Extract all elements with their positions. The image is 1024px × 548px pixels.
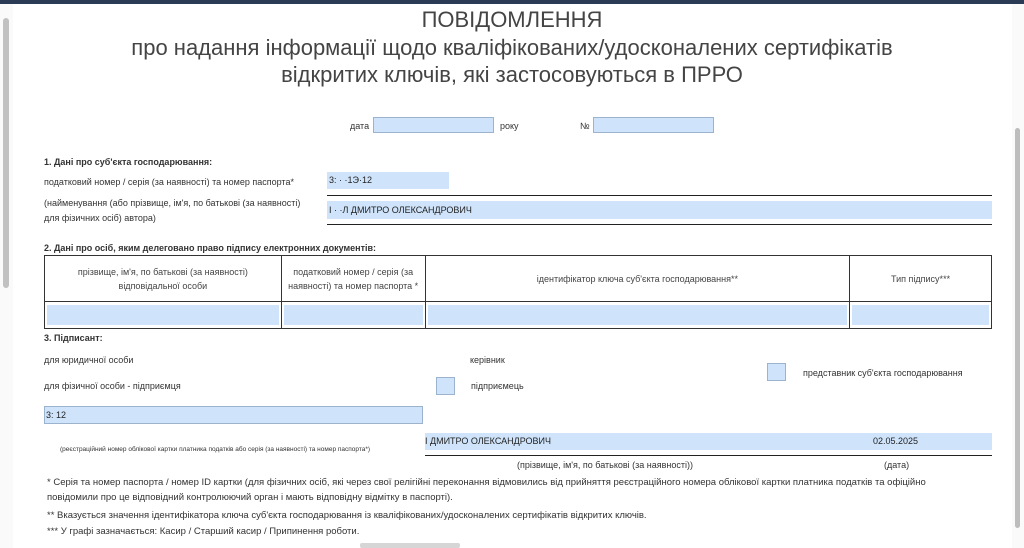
footnote-1: * Серія та номер паспорта / номер ID картки (для фізичних осіб, які через свої релігійні переконання відмовились від прийняття реєстраційного номера облікової картки платника податків та офіційно повідомили про це відповідний контролюючий орган і мають відповідну відмітку в паспорті). xyxy=(47,477,926,503)
individual-entrepreneur-label: для фізичної особи - підприємця xyxy=(44,381,181,391)
entrepreneur-label: підприємець xyxy=(471,381,524,391)
delegate-signature-type-field[interactable] xyxy=(852,305,989,325)
entity-name-field[interactable] xyxy=(327,201,992,219)
delegate-name-field[interactable] xyxy=(47,305,279,325)
date-label: дата xyxy=(350,121,370,131)
delegate-tax-field[interactable] xyxy=(284,305,423,325)
date-field[interactable] xyxy=(373,117,494,133)
signer-tax-caption: (реєстраційний номер облікової картки платника податків або серія (за наявності) та номер паспорта*) xyxy=(60,446,371,453)
underline xyxy=(327,224,992,225)
col-header-tax: податковий номер / серія (за наявності) та номер паспорта * xyxy=(281,256,425,302)
entrepreneur-checkbox[interactable] xyxy=(436,377,455,395)
signer-name-value: I ДМИТРО ОЛЕКСАНДРОВИЧ xyxy=(425,436,551,446)
section1-heading: 1. Дані про суб'єкта господарювання: xyxy=(44,157,213,167)
number-field[interactable] xyxy=(593,117,714,133)
director-label: керівник xyxy=(470,355,505,365)
footnote-2: ** Вказується значення ідентифікатора ключа суб'єкта господарювання із кваліфікованих/удосконалених сертифікатів відкритих ключів. xyxy=(47,510,647,521)
legal-entity-label: для юридичної особи xyxy=(44,355,134,365)
delegates-table xyxy=(44,255,992,329)
table-cell xyxy=(281,302,425,329)
table-row xyxy=(45,302,992,329)
number-label: № xyxy=(580,121,590,131)
tax-number-value: 3: · ·1Э·12 xyxy=(329,175,372,185)
horizontal-scrollbar-thumb[interactable] xyxy=(360,543,460,548)
table-cell xyxy=(850,302,992,329)
underline xyxy=(327,195,992,196)
doc-subtitle-line2: відкритих ключів, які застосовуються в ПРРО xyxy=(281,62,743,87)
representative-checkbox[interactable] xyxy=(767,363,786,381)
table-cell xyxy=(45,302,282,329)
year-label: року xyxy=(500,121,519,131)
signer-tax-field[interactable] xyxy=(44,406,423,424)
entity-name-value: I · ·Л ДМИТРО ОЛЕКСАНДРОВИЧ xyxy=(329,205,472,215)
signer-date-value: 02.05.2025 xyxy=(873,436,919,446)
doc-title: ПОВІДОМЛЕННЯ xyxy=(421,7,603,32)
col-header-name: прізвище, ім'я, по батькові (за наявності) відповідальної особи xyxy=(45,256,282,302)
underline xyxy=(425,455,992,456)
window-top-bar xyxy=(0,0,1024,4)
table-cell xyxy=(425,302,850,329)
entity-name-label-line1: (найменування (або прізвище, ім'я, по батькові (за наявності) xyxy=(44,198,301,208)
section3-heading: 3. Підписант: xyxy=(44,333,103,343)
signer-name-field[interactable] xyxy=(425,433,992,450)
tax-number-field[interactable] xyxy=(327,172,449,189)
signer-date-caption: (дата) xyxy=(884,460,910,470)
doc-subtitle-line1: про надання інформації щодо кваліфікованих/удосконалених сертифікатів xyxy=(131,35,893,60)
col-header-key-id: ідентифікатор ключа суб'єкта господарювання** xyxy=(425,256,850,302)
entity-name-label-line2: для фізичних осіб) автора) xyxy=(44,213,156,223)
right-scrollbar-thumb[interactable] xyxy=(1015,128,1020,528)
representative-label: представник суб'єкта господарювання xyxy=(803,368,963,378)
section2-heading: 2. Дані про осіб, яким делеговано право підпису електронних документів: xyxy=(44,243,377,253)
delegate-key-id-field[interactable] xyxy=(428,305,848,325)
tax-number-label: податковий номер / серія (за наявності) та номер паспорта* xyxy=(44,177,294,187)
footnote-3: *** У графі зазначається: Касир / Старший касир / Припинення роботи. xyxy=(47,526,360,537)
col-header-signature-type: Тип підпису*** xyxy=(850,256,992,302)
table-header-row xyxy=(45,256,992,302)
signer-tax-value: 3: 12 xyxy=(46,410,67,420)
signer-name-caption: (прізвище, ім'я, по батькові (за наявності)) xyxy=(517,460,694,470)
